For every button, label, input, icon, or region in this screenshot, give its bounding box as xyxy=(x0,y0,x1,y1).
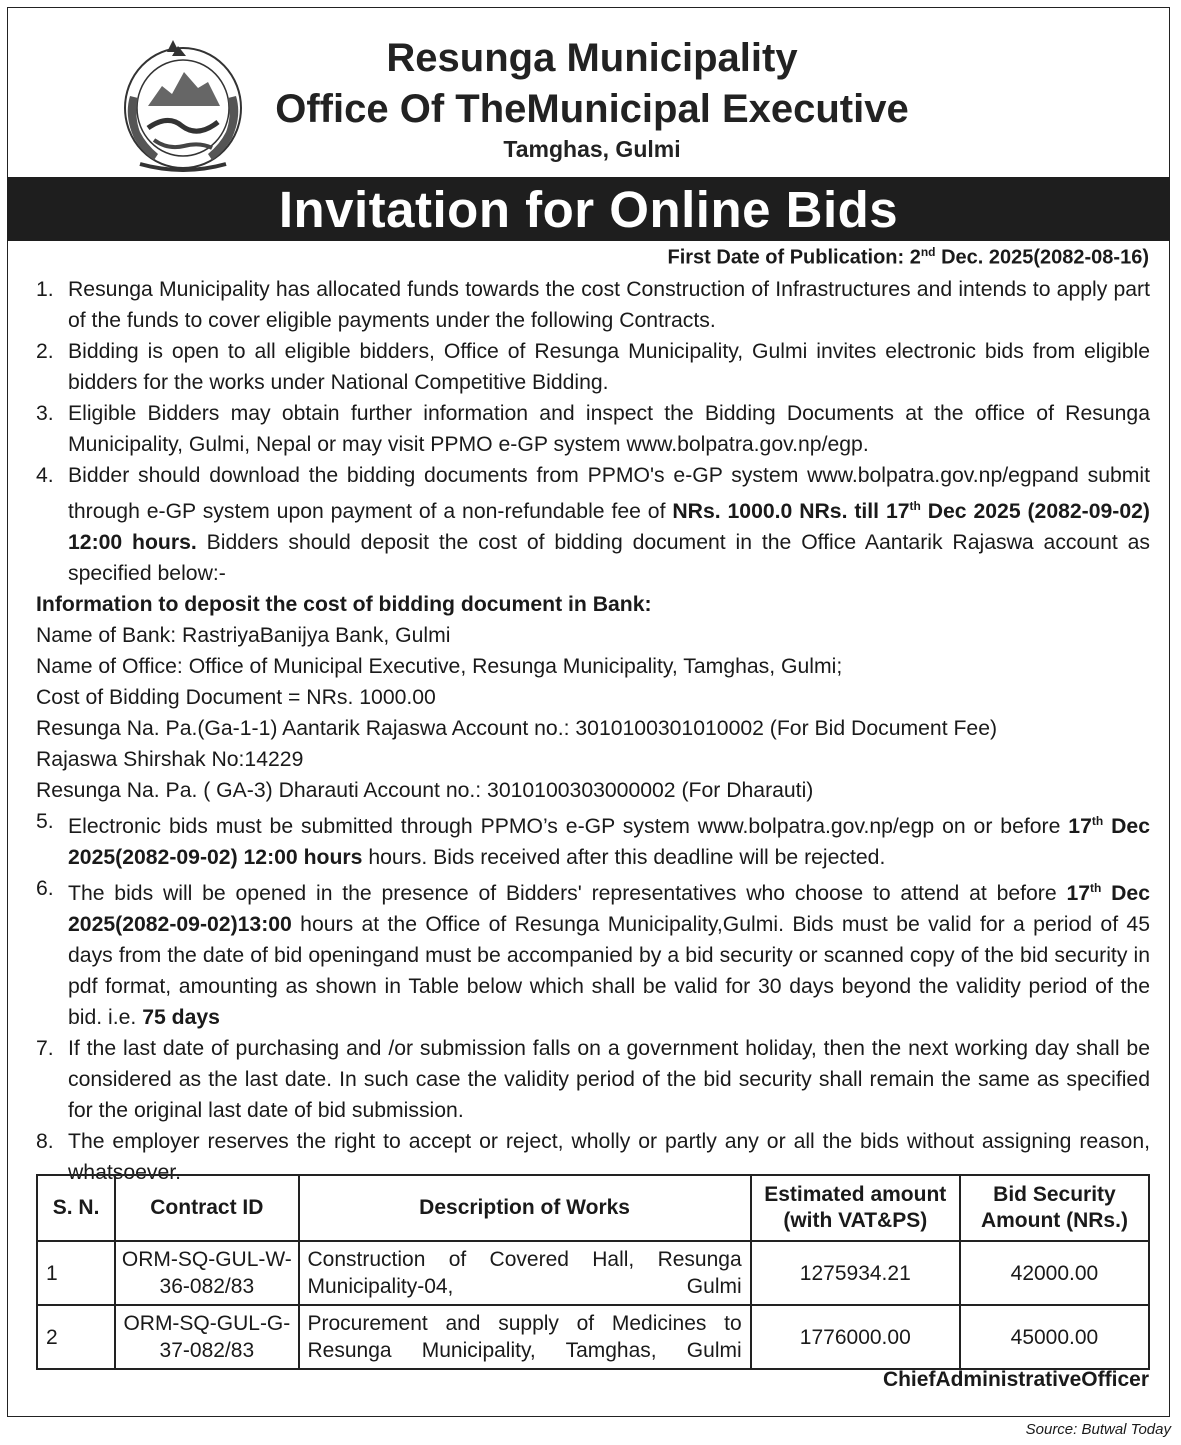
cell-contract-id: ORM-SQ-GUL-G- 37-082/83 xyxy=(115,1305,298,1369)
publication-date: First Date of Publication: 2nd Dec. 2025(2082-08-16) xyxy=(667,245,1149,269)
signatory: ChiefAdministrativeOfficer xyxy=(882,1368,1149,1391)
list-item: 4. Bidder should download the bidding documents from PPMO's e-GP system www.bolpatra.gov.np/egpand submit through e-GP system upon payment of a non-refundable fee of NRs. 1000.0 NRs. till 17th Dec 2025 (2082-09-02) 12:00 hours. Bidders should deposit the cost of bidding document in the Office Aantarik Rajaswa account as specified below:- xyxy=(36,464,1150,586)
col-header-sn: S. N. xyxy=(37,1175,115,1241)
cell-bid-security: 42000.00 xyxy=(960,1241,1149,1305)
office-location: Tamghas, Gulmi xyxy=(503,136,681,162)
cell-sn: 2 xyxy=(37,1305,115,1369)
list-item: 1. Resunga Municipality has allocated funds towards the cost Construction of Infrastructures and intends to apply part of the funds to cover eligible payments under the following Contracts. xyxy=(36,278,1150,332)
list-item: 2. Bidding is open to all eligible bidders, Office of Resunga Municipality, Gulmi invites electronic bids from eligible bidders for the works under National Competitive Bidding. xyxy=(36,340,1150,394)
col-header-contract-id: Contract ID xyxy=(115,1175,298,1241)
table-row xyxy=(37,1241,1149,1305)
col-header-description: Description of Works xyxy=(299,1175,751,1241)
cell-description: Construction of Covered Hall, Resunga Municipality-04, Gulmi xyxy=(299,1241,751,1305)
notice-title: Invitation for Online Bids xyxy=(7,177,1170,241)
list-item: 5. Electronic bids must be submitted through PPMO’s e-GP system www.bolpatra.gov.np/egp on or before 17th Dec 2025(2082-09-02) 12:00 hours hours. Bids received after this deadline will be rejected. xyxy=(36,810,1150,870)
notice-body xyxy=(36,274,1150,1188)
table-header-row xyxy=(37,1175,1149,1241)
cell-contract-id: ORM-SQ-GUL-W- 36-082/83 xyxy=(115,1241,298,1305)
office-info: Name of Office: Office of Municipal Executive, Resunga Municipality, Tamghas, Gulmi; xyxy=(36,655,843,679)
list-item: 3. Eligible Bidders may obtain further information and inspect the Bidding Documents at the office of Resunga Municipality, Gulmi, Nepal or may visit PPMO e-GP system www.bolpatra.gov.np/egp. xyxy=(36,402,1150,456)
bank-name: Name of Bank: RastriyaBanijya Bank, Gulmi xyxy=(36,624,451,648)
deposit-account: Resunga Na. Pa. ( GA-3) Dharauti Account no.: 3010100303000002 (For Dharauti) xyxy=(36,779,814,803)
list-item: 8. The employer reserves the right to accept or reject, wholly or partly any or all the bids without assigning reason, whatsoever. xyxy=(36,1130,1150,1185)
contracts-table xyxy=(36,1174,1150,1370)
cell-sn: 1 xyxy=(37,1241,115,1305)
source-credit: Source: Butwal Today xyxy=(1025,1421,1171,1438)
revenue-account: Resunga Na. Pa.(Ga-1-1) Aantarik Rajaswa Account no.: 3010100301010002 (For Bid Document Fee) xyxy=(36,717,998,741)
office-name: Office Of TheMunicipal Executive xyxy=(275,87,909,131)
list-item: 6. The bids will be opened in the presence of Bidders' representatives who choose to attend at before 17th Dec 2025(2082-09-02)13:00 hours at the Office of Resunga Municipality,Gulmi. Bids must be valid for a period of 45 days from the date of bid openingand must be accompanied by a bid security or scanned copy of the bid security in pdf format, amounting as shown in Table below which shall be valid for 30 days beyond the validity period of the bid. i.e. 75 days xyxy=(36,877,1150,1030)
nepal-government-emblem-icon xyxy=(118,36,248,172)
cell-description: Procurement and supply of Medicines to Resunga Municipality, Tamghas, Gulmi xyxy=(299,1305,751,1369)
table-row xyxy=(37,1305,1149,1369)
col-header-estimated-amount: Estimated amount (with VAT&PS) xyxy=(751,1175,960,1241)
document-cost: Cost of Bidding Document = NRs. 1000.00 xyxy=(36,686,436,710)
revenue-heading-number: Rajaswa Shirshak No:14229 xyxy=(36,748,304,772)
municipality-name: Resunga Municipality xyxy=(386,36,798,80)
list-item: 7. If the last date of purchasing and /or submission falls on a government holiday, then the next working day shall be considered as the last date. In such case the validity period of the bid security shall remain the same as specified for the original last date of bid submission. xyxy=(36,1037,1150,1123)
bank-info-heading: Information to deposit the cost of bidding document in Bank: xyxy=(36,593,652,617)
col-header-bid-security: Bid Security Amount (NRs.) xyxy=(960,1175,1149,1241)
cell-bid-security: 45000.00 xyxy=(960,1305,1149,1369)
cell-estimated-amount: 1275934.21 xyxy=(751,1241,960,1305)
cell-estimated-amount: 1776000.00 xyxy=(751,1305,960,1369)
